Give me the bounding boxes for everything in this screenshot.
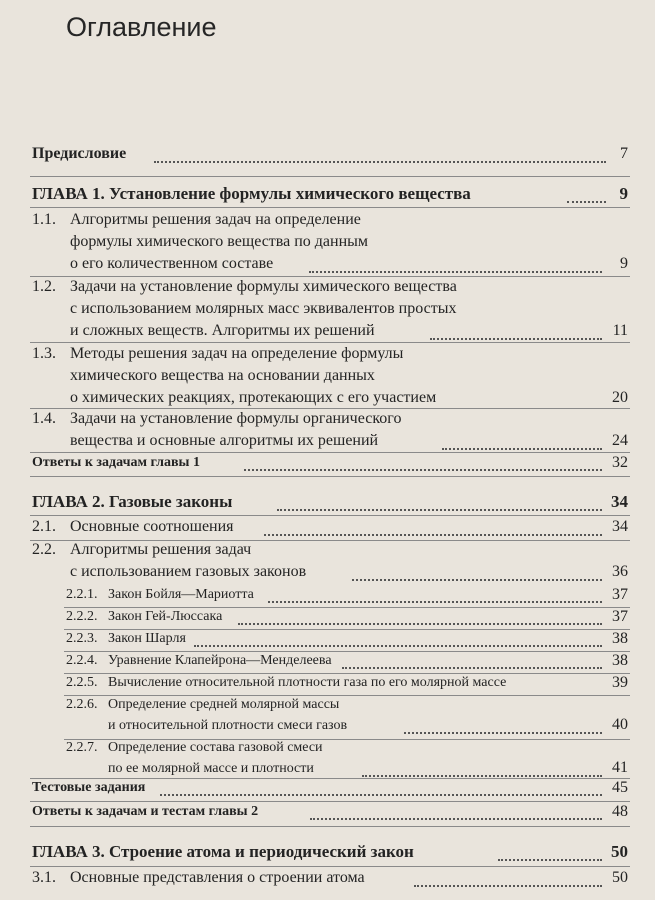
toc-entry-number: 2.2.3. [66,631,98,646]
toc-entry-number: 2.2.5. [66,675,98,690]
dot-leader [567,201,606,203]
toc-entry-number: 2.2.4. [66,653,98,668]
dot-leader [277,509,602,511]
toc-entry-line: с использованием газовых законов [70,563,307,580]
section-divider [30,176,630,177]
dot-leader [238,623,602,625]
section-divider [30,408,630,409]
toc-entry-chapter-1 [32,184,628,206]
toc-entry-number: 2.2.6. [66,697,98,712]
toc-entry-line: по ее молярной массе и плотности [108,761,314,776]
toc-entry-page: 32 [612,454,628,471]
toc-entry-line: Определение состава газовой смеси [108,740,323,755]
toc-entry-2-2-3 [32,631,628,651]
toc-entry-title: ГЛАВА 1. Установление формулы химического вещества [32,184,471,203]
dot-leader [404,732,602,734]
section-divider [64,629,630,630]
toc-entry-line: химического вещества на основании данных [70,367,375,384]
section-divider [64,695,630,696]
toc-entry-page: 24 [612,432,628,449]
toc-entry-1-1 [32,211,628,277]
dot-leader [154,161,606,163]
toc-entry-page: 37 [612,586,628,603]
toc-entry-page: 38 [612,630,628,647]
toc-entry-page: 36 [612,563,628,580]
toc-entry-answers-2 [32,804,628,824]
dot-leader [342,667,602,669]
toc-entry-number: 2.2.1. [66,587,98,602]
toc-entry-2-2-4 [32,653,628,673]
toc-entry-line: Методы решения задач на определение формулы [70,345,404,362]
section-divider [30,207,630,208]
toc-entry-number: 2.2.7. [66,740,98,755]
toc-entry-title: Ответы к задачам и тестам главы 2 [32,804,259,819]
section-divider [30,276,630,277]
toc-entry-line: формулы химического вещества по данным [70,233,369,250]
toc-entry-line: Определение средней молярной массы [108,697,340,712]
toc-entry-line: Алгоритмы решения задач на определение [70,211,361,228]
toc-entry-page: 50 [611,842,628,861]
toc-entry-title: ГЛАВА 2. Газовые законы [32,492,233,511]
toc-entry-number: 1.1. [32,211,56,228]
toc-entry-line: о его количественном составе [70,255,274,272]
toc-entry-title: ГЛАВА 3. Строение атома и периодический закон [32,842,414,861]
toc-entry-number: 2.2. [32,541,56,558]
section-divider [30,515,630,516]
toc-entry-chapter-2 [32,492,628,514]
dot-leader [498,859,602,861]
toc-entry-2-1 [32,518,628,540]
toc-entry-1-4 [32,410,628,454]
toc-entry-page: 9 [620,255,628,272]
toc-entry-page: 34 [611,492,628,511]
toc-entry-page: 9 [619,184,628,203]
toc-entry-number: 3.1. [32,869,56,886]
toc-entry-line: о химических реакциях, протекающих с его участием [70,389,437,406]
toc-entry-3-1 [32,869,628,891]
dot-leader [268,601,602,603]
dot-leader [160,794,602,796]
dot-leader [264,534,602,536]
toc-entry-page: 37 [612,608,628,625]
section-divider [64,607,630,608]
toc-entry-line: и относительной плотности смеси газов [108,718,348,733]
dot-leader [352,579,602,581]
dot-leader [244,469,602,471]
dot-leader [430,338,602,340]
toc-entry-2-2-2 [32,609,628,629]
toc-entry-line: Уравнение Клапейрона—Менделеева [108,653,332,668]
toc-entry-number: 2.2.2. [66,609,98,624]
toc-entry-tests [32,780,628,800]
toc-entry-2-2-1 [32,587,628,607]
section-divider [30,476,630,477]
toc-entry-page: 39 [612,674,628,691]
toc-entry-line: Закон Гей-Люссака [108,609,223,624]
toc-entry-page: 11 [612,322,628,339]
toc-entry-line: вещества и основные алгоритмы их решений [70,432,379,449]
toc-entry-page: 50 [612,869,628,886]
toc-entry-title: Ответы к задачам главы 1 [32,455,200,470]
toc-entry-answers-1 [32,455,628,475]
toc-entry-2-2-7 [32,740,628,782]
dot-leader [310,818,602,820]
toc-entry-page: 20 [612,389,628,406]
toc-entry-1-2 [32,278,628,344]
toc-entry-page: 34 [612,518,628,535]
toc-entry-number: 1.4. [32,410,56,427]
toc-entry-line: и сложных веществ. Алгоритмы их решений [70,322,375,339]
toc-entry-page: 7 [620,145,628,162]
toc-entry-2-2 [32,541,628,585]
toc-entry-page: 38 [612,652,628,669]
toc-entry-title: Предисловие [32,145,127,162]
toc-entry-number: 1.2. [32,278,56,295]
toc-entry-2-2-5 [32,675,628,695]
section-divider [64,651,630,652]
toc-entry-number: 1.3. [32,345,56,362]
section-divider [30,452,630,453]
toc-entry-page: 41 [612,759,628,776]
toc-entry-line: Основные соотношения [70,518,234,535]
section-divider [64,673,630,674]
toc-entry-line: с использованием молярных масс эквивалентов простых [70,300,457,317]
toc-entry-line: Основные представления о строении атома [70,869,365,886]
dot-leader [194,645,602,647]
section-divider [30,342,630,343]
toc-entry-line: Вычисление относительной плотности газа по его молярной массе [108,675,507,690]
section-divider [30,826,630,827]
toc-entry-number: 2.1. [32,518,56,535]
toc-entry-line: Закон Бойля—Мариотта [108,587,254,602]
toc-entry-1-3 [32,345,628,411]
dot-leader [362,775,602,777]
toc-entry-line: Закон Шарля [108,631,186,646]
dot-leader [309,271,602,273]
toc-entry-title: Тестовые задания [32,780,146,795]
toc-entry-page: 40 [612,716,628,733]
toc-entry-2-2-6 [32,697,628,739]
toc-entry-page: 48 [612,803,628,820]
toc-entry-line: Задачи на установление формулы химического вещества [70,278,457,295]
section-divider [30,778,630,779]
dot-leader [442,448,602,450]
toc-entry-line: Алгоритмы решения задач [70,541,252,558]
page-title: Оглавление [66,12,217,42]
toc-entry-preface [32,145,628,167]
section-divider [30,801,630,802]
toc-entry-line: Задачи на установление формулы органического [70,410,402,427]
toc-entry-chapter-3 [32,842,628,864]
toc-entry-page: 45 [612,779,628,796]
section-divider [30,866,630,867]
dot-leader [414,885,602,887]
